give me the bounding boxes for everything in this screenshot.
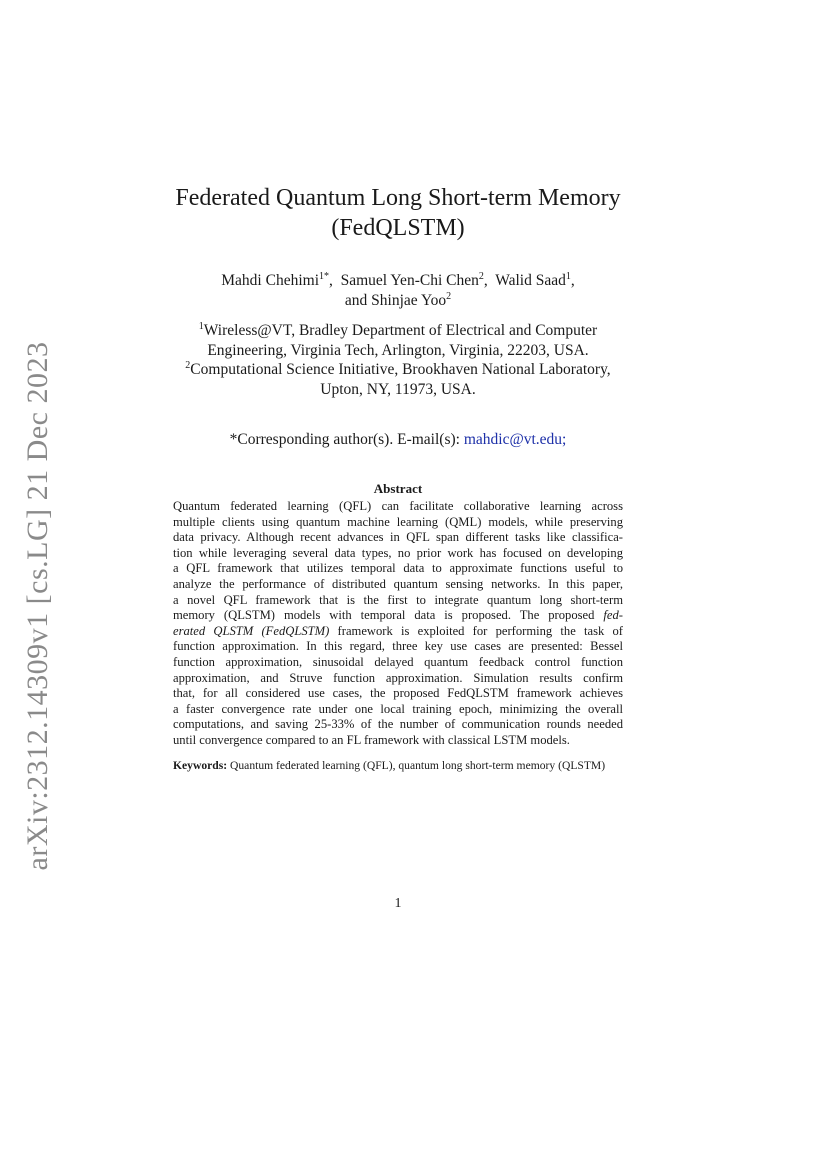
paper-title-line-2: (FedQLSTM): [331, 215, 465, 241]
abstract-line: analyze the performance of distributed quantum sensing networks. In this paper,: [173, 576, 623, 591]
keywords-text: Quantum federated learning (QFL), quantum long short-term memory (QLSTM): [227, 759, 606, 772]
paper-title: [173, 183, 623, 243]
abstract-line: data privacy. Although recent advances in QFL span different tasks like classifica-: [173, 530, 623, 545]
author-list: Mahdi Chehimi$^{1*}$, Samuel Yen-Chi Chen$^2$, Walid Saad$^1$, and Shinjae Yoo$^2$: [221, 271, 575, 309]
author-conjunction: and: [344, 292, 372, 309]
affiliation-text: Engineering, Virginia Tech, Arlington, Virginia, 22203, USA.: [207, 341, 589, 359]
author-name: Samuel Yen-Chi Chen: [340, 272, 479, 289]
abstract-italic-term: fed-: [603, 608, 623, 623]
affiliation-text: Upton, NY, 11973, USA.: [320, 380, 476, 398]
page-number: 1: [394, 896, 402, 911]
author-affiliation-marker: 2: [478, 271, 484, 282]
abstract-line: erated QLSTM (FedQLSTM) framework is exploited for performing the task of: [173, 623, 624, 638]
abstract-line: tion while leveraging several data types, no prior work has focused on developing: [173, 545, 623, 560]
abstract-line: function approximation. In this regard, three key use cases are presented: Bessel: [173, 639, 623, 654]
abstract-heading: Abstract: [373, 481, 423, 496]
abstract-line: that, for all considered use cases, the proposed FedQLSTM framework achieves: [173, 686, 623, 701]
abstract-line: approximation, and Struve function approximation. Simulation results confirm: [173, 670, 623, 685]
author-affiliation-marker: 2: [446, 291, 452, 302]
author-name: Mahdi Chehimi: [221, 272, 319, 289]
author-affiliation-marker: 1*: [319, 271, 329, 282]
affiliation-text: Wireless@VT, Bradley Department of Electrical and Computer: [203, 322, 598, 339]
abstract-line: a novel QFL framework that is the first to integrate quantum long short-term: [173, 592, 623, 607]
abstract-line: computations, and saving 25-33% of the number of communication rounds needed: [173, 717, 623, 732]
affiliation-list: [163, 321, 633, 399]
abstract-line: Quantum federated learning (QFL) can facilitate collaborative learning across: [173, 499, 623, 513]
corresponding-email-link[interactable]: mahdic@vt.edu;: [463, 431, 567, 448]
author-affiliation-marker: 1: [565, 271, 571, 282]
author-name: Walid Saad: [495, 272, 566, 289]
abstract-line: multiple clients using quantum machine learning (QML) models, while preserving: [173, 514, 623, 529]
corresponding-author-label: *Corresponding author(s). E-mail(s):: [229, 431, 464, 448]
abstract-italic-term: erated QLSTM (FedQLSTM): [173, 623, 330, 638]
abstract-body: [173, 499, 623, 749]
keywords-label: Keywords:: [173, 759, 228, 772]
arxiv-identifier-stamp: arXiv:2312.14309v1 [cs.LG] 21 Dec 2023: [21, 341, 54, 871]
author-name: Shinjae Yoo: [371, 292, 447, 309]
abstract-line: function approximation, sinusoidal delayed quantum feedback control function: [173, 654, 623, 669]
affiliation-marker: 1: [198, 321, 204, 332]
keywords: [173, 759, 623, 774]
paper-title-line-1: Federated Quantum Long Short-term Memory: [175, 185, 621, 211]
abstract-line: a faster convergence rate under one local training epoch, minimizing the overall: [173, 701, 623, 716]
abstract-line: memory (QLSTM) models with temporal data is proposed. The proposed fed-: [173, 608, 623, 623]
abstract-line: until convergence compared to an FL framework with classical LSTM models.: [173, 732, 570, 747]
affiliation-marker: 2: [185, 360, 191, 371]
abstract-line: a QFL framework that utilizes temporal data to approximate functions useful to: [173, 561, 623, 576]
affiliation-text: Computational Science Initiative, Brookhaven National Laboratory,: [190, 361, 611, 378]
corresponding-author-note: [173, 430, 623, 450]
